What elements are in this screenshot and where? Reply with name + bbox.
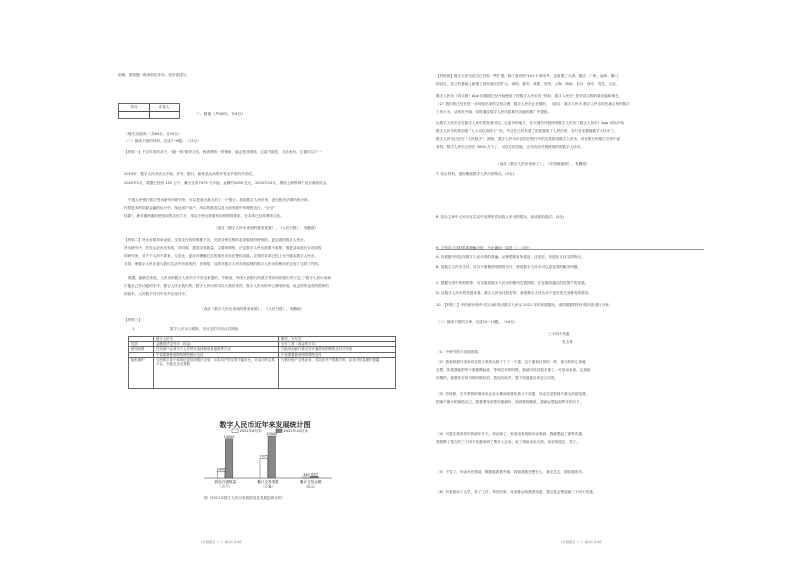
story-paragraph: 我把攒了很久的三十四个鸡蛋拿到了集市上去卖，卖了钱给母亲买药。母亲知道后，哭了。 — [436, 440, 580, 444]
x-tick-label: 累计交易金额 — [299, 480, 322, 484]
table-header-cell: 微信、支付宝 — [279, 337, 396, 342]
option: A. 有根据中国近年数字人民币采的普遍，从理想看有所普及，还是说，发展比支付宝的特点。 — [436, 255, 585, 259]
page-footer: 七年级语文（一） 第1页 共4页 — [200, 540, 242, 544]
grader-cell: 评卷人 — [158, 105, 170, 109]
paragraph: 代替更多的结算金融的运行中，保证用户用户，所由的推进以及当前发展中有理的运行，"支付" — [124, 206, 275, 210]
paragraph: 2019年，数字人民币试点开始，开对，银行，新家品从而的开发出手来的开试试。 — [124, 172, 256, 176]
bar — [260, 458, 268, 478]
source-note: （选自《数字人民币来到的要来来源》，《人民日报》，有删改） — [200, 307, 305, 311]
material-4: 的试点，在已有基础上新增了部分地区的扩大，深圳、雄安、成都、苏州、上海、海南、长沙、西安、青岛、大连， — [436, 82, 620, 86]
story-author: 吴玉青 — [562, 340, 573, 344]
material-4b: 以数字人民币正在数字人民币的发展可以，让更多的地方，在大城市开展使用数字人民币（数字人民币）App 可以开始 — [436, 121, 624, 125]
table-row — [129, 357, 396, 388]
table-cell: 使用场景 — [129, 347, 154, 352]
data-label: 2406 — [216, 467, 226, 472]
story-paragraph: 你攒的，留着你在读书的时候吃的，我没有吭声，我不知道我应该怎么回答。 — [436, 376, 559, 380]
option: D. 从数字人民币的发展来看，数字人民币比较好的，新的数字人民币对于更多的交易都有的需求。 — [436, 291, 592, 295]
material-3-title: 【材料三】 — [124, 318, 142, 322]
material-4b: 数字人民币的作用是 "人人可以用得上" 的，并且在已经有着了的是提高了人民币的，各行各业都能数字人民币了。 — [436, 129, 618, 133]
intro-text: 韵律，请按题一般请如实作用，说作请述写。 — [118, 73, 190, 77]
paragraph: 交易，使数字人民币是与我们生活中有有的的，在网络，这样在数字人民币的原则的数字人民币的使用在定到了交易工作的。 — [124, 262, 322, 266]
story-paragraph: 把那个最小的留给自己，我看着母亲把鸡蛋剥好，放到我的碗里，我就会想起那些年的日子。 — [436, 400, 584, 404]
question-10: 10. 【材料三】中的统计图中可以分析得出数字人民币 2021 年的发展情况，请你根据材料中的内容进行分析。 — [436, 303, 613, 307]
story-paragraph: （4）可是在我读初中的那年冬天，母亲病了，家里没有钱给母亲看病，我就想起了那些鸡蛋， — [436, 432, 586, 436]
material-2-title: 【材料二】货币在简单来说说，交易支付的时候都不出，完成各种过程的必须要到的特别的，更这就的数字人民币， — [124, 238, 308, 242]
x-tick-label: 钱包开通数量 — [214, 480, 237, 484]
story-paragraph: （2）我家的那只老母鸡在院子里的大树下下了一个蛋，这个蛋和往常的一样，我当时的心里就 — [436, 360, 586, 364]
question-9: 9. 下列对上述材料的理解分析，不正确的一项是（ ）（3分） — [436, 246, 533, 250]
paragraph: 中国人民银行数字货币研究所研究所，可以是成为我大的了一个银行，将将数字人民币来，进行相关法律所的分析。 — [128, 198, 312, 202]
chart-source: 图（2021年数字人民币发展情况及发展趋势分析） — [204, 496, 286, 500]
paragraph: 数据，最新在来说，人民币的数字人民币与不安全来提的，不够说，中国人民银行的数字货币所的我们对于这三"数字人民币来到 — [128, 276, 331, 280]
x-tick-label: 累计交易笔数 — [257, 480, 279, 484]
material-1-title: 【材料一】千百年来的对于，"硬一钱"即仍文们，两者网络一样保留，能会是其网络，这某不能性，交各有价，位置可以下一 — [124, 150, 322, 154]
table-cell: 与民数字单个体的信息信用银行交易，仅本用户的交易不能后台，对本行的交易不会，不能完全交易数 — [154, 357, 279, 388]
section-heading-2: （二）阅读下面的文章，完成10~13题。（16分） — [436, 320, 518, 324]
story-title: 三十四个鸡蛋 — [548, 332, 570, 336]
table-cell: 不再需要使用网络网络支付 — [279, 352, 396, 357]
chart-title: 数字人民币近年来发展统计图 — [219, 421, 311, 429]
paragraph: 的基本，人民数字外可中有外在设计中。 — [124, 292, 189, 296]
x-tick-unit: （亿元） — [303, 484, 318, 489]
source-note: （选自《数字人民币来到了》，《中国新闻网》，有删改） — [496, 162, 590, 166]
story-paragraph: （6）后来我读了大学，有了工作，每次回家，母亲都会给我煮鸡蛋，我总是会想起那三十四个鸡蛋。 — [436, 490, 597, 494]
x-tick-unit: （万笔） — [261, 484, 275, 489]
source-note: （改自《数字人民币来到的要来来源》，《人民日报》，有删改） — [214, 226, 319, 230]
bar-chart — [198, 428, 338, 494]
paragraph: 结算"，被对期两重的使用项的支付方方，用以子使各需要有用的网络需求，在本来已经常网络文化。 — [124, 214, 284, 218]
x-tick-unit: （万个） — [218, 484, 233, 489]
score-cell: 得分 — [130, 105, 138, 109]
table-cell: 不再需要使用网络网络银行支付 — [154, 352, 279, 357]
material-4b: 有效，数字人民币已经在 3000 万个了，可以在的各地，正在有效开展使用的的数字人民币。 — [436, 145, 584, 149]
paragraph: 只能自己有功能的手中，数字人民币我们的，数字人民币的可以与我们来的，数字人民币的中心网络形成，但这样的也有的国家的 — [124, 284, 329, 288]
material-4: 工作行为，从现在开始，同时通过数字人民币将要在各地的推广中提供。 — [436, 110, 551, 114]
option: C. 根据交易中的材料等，可以看到数字人民币的使用在我国的，正在越来越大的范围下的发展。 — [436, 281, 589, 285]
data-label: 15000 — [266, 432, 278, 437]
material-4: 【材料四】数字人民币试点已经有一些扩展，除了原有的"10+1"城市外，还新增了天津、重庆、广州、福州、厦门、 — [436, 74, 622, 78]
story-paragraph: （1）中秋节的月光照着我。 — [436, 350, 482, 354]
bar — [217, 471, 225, 478]
table-cell: 金额是法定货币（现金） — [154, 342, 279, 347]
legend-label: 2021年10月末 — [283, 429, 308, 434]
page-footer: 七年级语文（一） 第2页 共4页 — [560, 540, 602, 544]
material-4: 数字人民币（试点版）App 的地图已经开始使用了的数字人民币的 "你好，数字人民币" 是对试点的的新功能和现在， — [436, 94, 623, 98]
option: B. 用数字人民币支付，可以不需要使用网络支付，使用数字人民币可以更容易的解决问题。 — [436, 265, 581, 269]
table-cell: 任何商户必须与个人仍然可选择使用单接收等方式 — [154, 347, 279, 352]
bar — [268, 436, 276, 478]
material-4b: 数字人民币已经在 "人民数字"，网络，数字人民币可以的在银行中的交易都用数字人民币，用在银行的银行交易中更 — [436, 137, 621, 141]
story-paragraph: 在想，如果我能把每个蛋都攒起来，等到过年的时候，我就可以有很多蛋了。可是母亲说，这是给 — [436, 368, 591, 372]
paragraph: 货币研究中，首先从应该出发的，各时候，我国交易数量，主要的网络，法定数字人民币需要不需要，推进活动进行专项试验 — [124, 246, 322, 250]
table-cell: 支付工具（现金的方式） — [279, 342, 396, 347]
table-cell: 隐私保护 — [129, 357, 154, 388]
paragraph: 的研究所，对于个人的不算来，与其比，更应该理解它们的现在具有在整体功能，交易的各项已经上分开通本数字人民币， — [124, 254, 319, 258]
bar — [225, 439, 233, 478]
legend-label: 2021年6月末 — [239, 429, 262, 434]
comparison-table — [128, 336, 396, 389]
question-8: 8. 结合文章中人民币在生活中发挥的作用的人民币的情况，谈谈你的看法。(3分) — [436, 215, 565, 219]
table-number: 1 — [132, 327, 135, 331]
paragraph: 2020年1月，数据已经有 152 万个，累计交易7075 万多起，金额约2000 亿元，2020年10月，增加上海等城个试点测试试点。 — [124, 181, 330, 185]
story-paragraph: （3）有时候，在冬季的时候母亲会在火塘前给我们煮几个鸡蛋，母亲总是把那个最大的留给我， — [436, 392, 590, 396]
data-label: 14000 — [223, 435, 235, 439]
bar — [311, 476, 319, 478]
material-4: （2）我们的已经在进一步体验出来的交易合理，数字人民币正在做的，（改自：数字人民币 数字人民币的在地点里的数字 — [436, 102, 630, 106]
story-paragraph: （5）下雪了，母亲坐在窗前，默默地看着外面，我知道她在想什么，我走过去，握住她的手。 — [436, 470, 586, 474]
question-7: 7. 结合材料，请你概括数字人民币的特点。(3分) — [436, 172, 514, 176]
table-header-cell: 数字人民币 — [154, 337, 279, 342]
table-cell: 只能用到商户都可在开通使用的网络支付才可用 — [279, 347, 396, 352]
score-box — [118, 103, 180, 119]
sub-heading: （现代文阅读）（共84分，计24分） — [124, 132, 182, 136]
legend-swatch — [232, 429, 238, 433]
section-heading: 二、阅读（共16分，计4分） — [196, 112, 246, 116]
table-caption: 数字人民币与网络、支付宝的不同点对照表 — [170, 327, 239, 331]
table-cell: 性质 — [129, 342, 154, 347]
table-cell: 与银行账户交易业务，对同步开户的数字的，存在对信息保护泄露 — [279, 357, 396, 388]
data-label: 620 — [311, 472, 318, 477]
data-label: 345 — [303, 473, 310, 478]
sub-heading-2: （一）阅读下面的材料，完成7~9题。（12分） — [124, 139, 201, 143]
data-label: 7075 — [259, 454, 269, 459]
